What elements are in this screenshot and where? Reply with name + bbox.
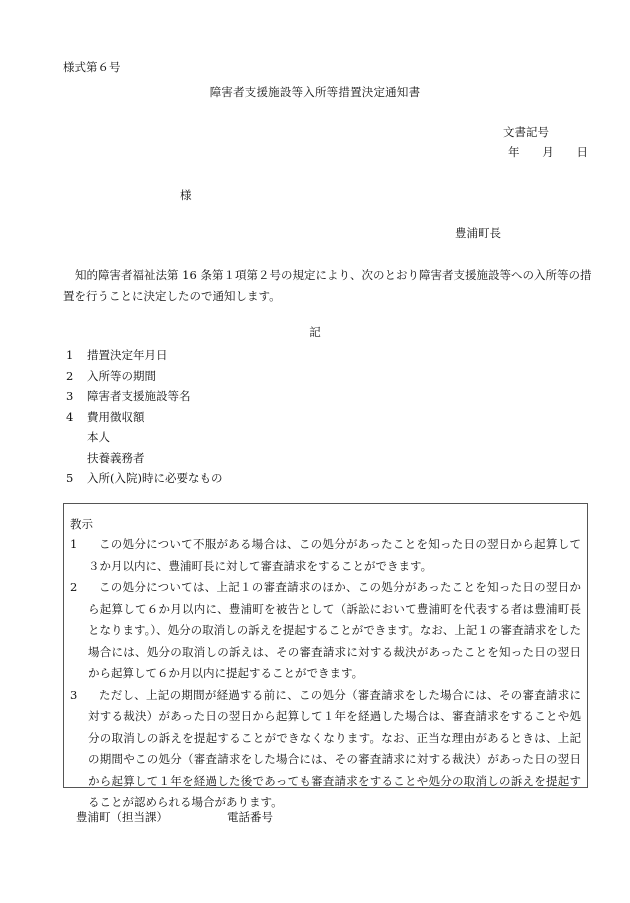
- body-text: [63, 265, 593, 307]
- notice-item-text: ただし、上記の期間が経過する前に、この処分（審査請求をした場合には、その審査請求に対する裁決）があった日の翌日から起算して１年を経過した場合は、審査請求をすることや処分の取消しの訴えを提起することができなくなります。なお、正当な理由があるときは、上記の期間やこの処分（審査請求をした場合には、その審査請求に対する裁決）があった日の翌日から起算して１年を経過した後であっても審査請求をすることや処分の取消しの訴えを提起することが認められる場合があります。: [88, 687, 581, 809]
- document-title: 障害者支援施設等入所等措置決定通知書: [209, 85, 421, 99]
- item-label: 入所等の期間: [87, 368, 156, 383]
- document-number-label: 文書記号: [503, 125, 549, 139]
- date-day: 日: [576, 145, 588, 159]
- date-year: 年: [508, 145, 520, 159]
- item-list: [66, 345, 222, 489]
- form-number: 様式第６号: [63, 60, 121, 74]
- notice-item: [70, 577, 581, 685]
- list-item: [66, 345, 222, 366]
- issuer-name: 豊浦町長: [455, 226, 501, 240]
- item-number: 4: [66, 409, 74, 424]
- item-label: 費用徴収額: [87, 409, 145, 424]
- body-paragraph: 知的障害者福祉法第 16 条第１項第２号の規定により、次のとおり障害者支援施設等への入所等の措置を行うことに決定したので通知します。: [63, 268, 592, 303]
- list-item: [66, 366, 222, 387]
- item-number: 3: [66, 389, 74, 403]
- notice-heading: 教示: [70, 517, 93, 531]
- item-label: 障害者支援施設等名: [87, 389, 191, 403]
- item-number: 1: [66, 348, 74, 362]
- footer-department: 豊浦町（担当課）: [76, 810, 168, 824]
- item-label: 扶養義務者: [87, 450, 145, 465]
- list-item: [66, 407, 222, 428]
- list-item: [66, 468, 222, 489]
- notice-item-number: 1: [70, 537, 78, 551]
- list-item: [66, 386, 222, 407]
- item-label: 措置決定年月日: [87, 348, 168, 362]
- date-month: 月: [542, 145, 554, 159]
- notice-item-text: この処分について不服がある場合は、この処分があったことを知った日の翌日から起算して３か月以内に、豊浦町長に対して審査請求をすることができます。: [88, 537, 581, 573]
- notice-item: [70, 685, 581, 814]
- notice-item: [70, 534, 581, 577]
- notice-item-number: 3: [70, 687, 78, 702]
- list-item: [66, 448, 222, 469]
- footer-phone-label: 電話番号: [227, 810, 273, 824]
- date-line: [508, 147, 588, 159]
- item-label: 入所(入院)時に必要なもの: [87, 471, 223, 485]
- ki-heading: 記: [309, 325, 321, 339]
- appeal-notice-box: [63, 503, 588, 809]
- notice-item-text: この処分については、上記１の審査請求のほか、この処分があったことを知った日の翌日から起算して６か月以内に、豊浦町を被告として（訴訟において豊浦町を代表する者は豊浦町長となります。）、処分の取消しの訴えを提起することができます。なお、上記１の審査請求をした場合には、処分の取消しの訴えは、その審査請求に対する裁決があったことを知った日の翌日から起算して６か月以内に提起することができます。: [88, 580, 581, 680]
- addressee-suffix: 様: [180, 188, 192, 202]
- item-label: 本人: [87, 430, 110, 444]
- list-item: [66, 427, 222, 448]
- item-number: 5: [66, 471, 74, 485]
- item-number: 2: [66, 368, 74, 383]
- notice-item-number: 2: [70, 580, 78, 594]
